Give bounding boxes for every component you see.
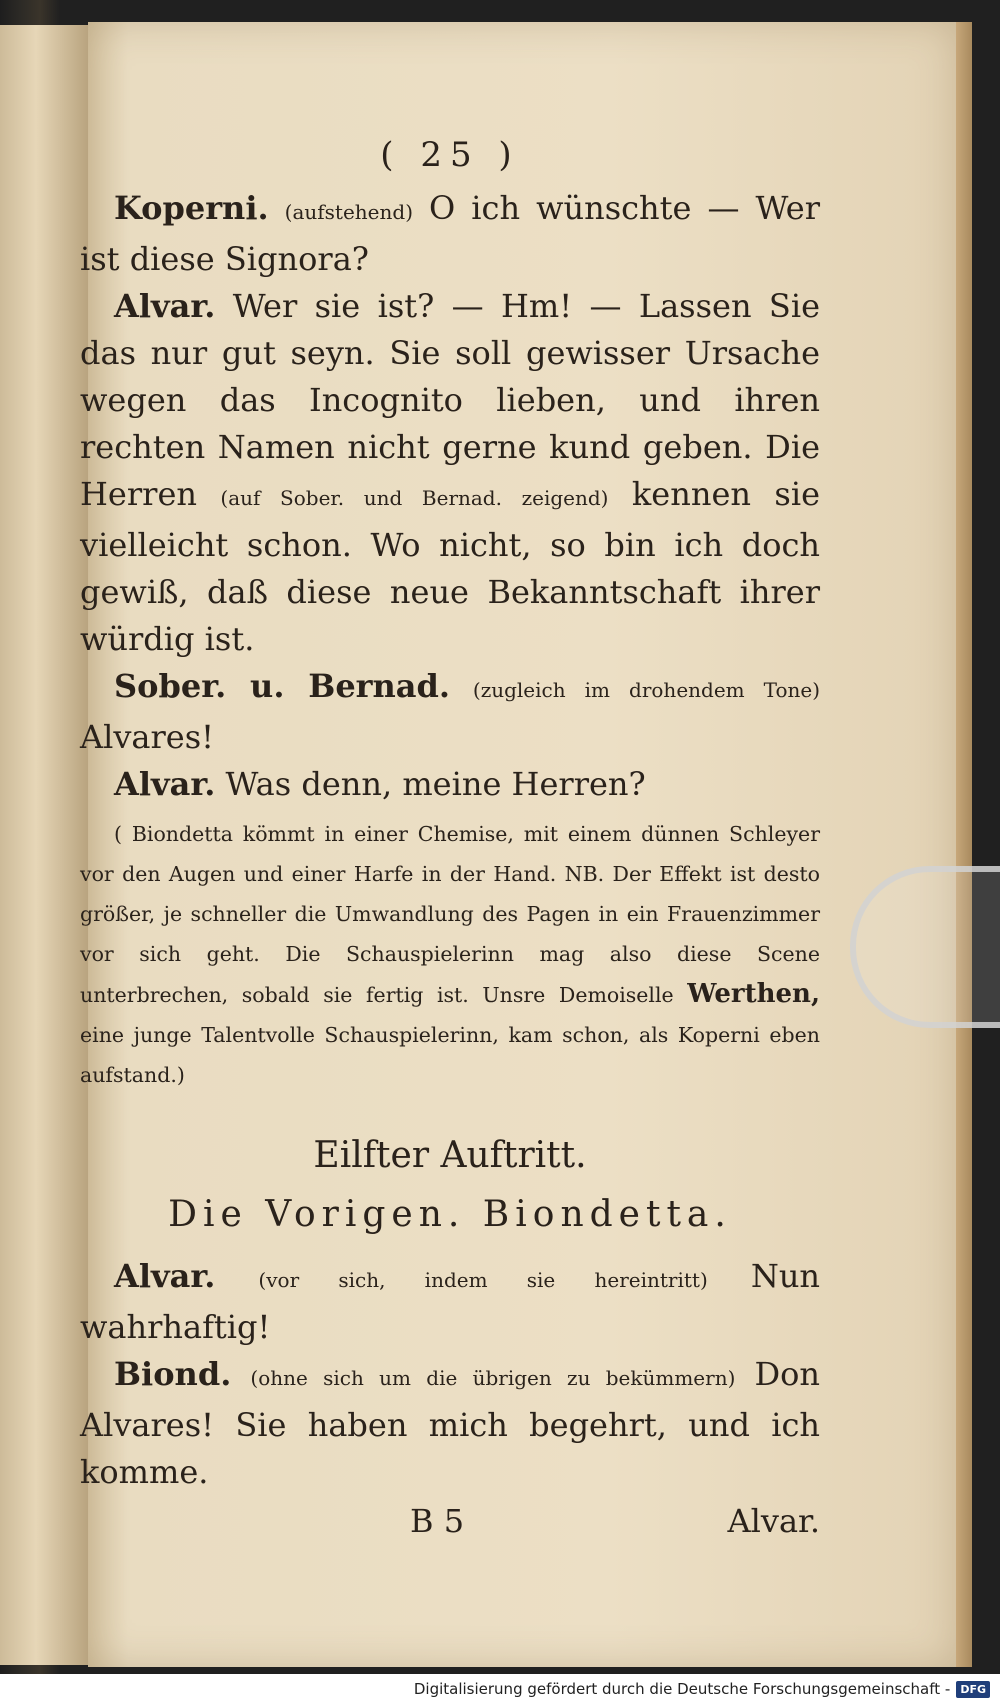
page-clip	[850, 866, 1000, 1028]
stage-direction: (aufstehend)	[284, 200, 413, 224]
scene-characters: Die Vorigen. Biondetta.	[168, 1194, 732, 1235]
page-footer-line	[80, 1502, 820, 1540]
dfg-logo: DFG	[956, 1681, 990, 1698]
page-right-edge	[956, 22, 972, 1667]
dialogue-text: Alvares!	[80, 718, 215, 756]
catchword: Alvar.	[727, 1502, 820, 1540]
stage-direction: (auf Sober. und Bernad. zeigend)	[220, 486, 609, 510]
stage-direction: (zugleich im drohendem Tone)	[472, 678, 821, 702]
dialogue-text: Nun wahrhaftig!	[80, 1257, 821, 1346]
paragraph-koperni	[80, 185, 820, 283]
signature-mark: B 5	[410, 1502, 465, 1540]
dialogue-text: Wer sie ist? — Hm! — Lassen Sie das nur gut seyn. Sie soll gewisser Ursache wegen das Incognito lieben, und ihren rechten Namen nicht gerne kund geben. Die Herren	[80, 287, 821, 513]
paragraph-biondetta	[80, 1351, 820, 1496]
page-content	[80, 135, 820, 1540]
stage-direction: (ohne sich um die übrigen zu bekümmern)	[250, 1366, 736, 1390]
speaker-name: Alvar.	[114, 765, 216, 803]
stage-text: eine junge Talentvolle Schauspielerinn, kam schon, als Koperni eben aufstand.)	[80, 1023, 820, 1087]
scene-title: Eilfter Auftritt.	[313, 1135, 587, 1176]
speaker-name: Alvar.	[114, 1257, 216, 1295]
dialogue-text: O ich wünschte — Wer ist diese Signora?	[80, 189, 821, 278]
credit-text: Digitalisierung gefördert durch die Deutsche Forschungsgemeinschaft -	[413, 1680, 951, 1698]
stage-text: ( Biondetta kömmt in einer Chemise, mit einem dünnen Schleyer vor den Augen und einer Harfe in der Hand. NB. Der Effekt ist desto größer, je schneller die Umwandlung des Pagen in ein Frauenzimmer vor sich geht. Die Schauspielerinn mag also diese Scene unterbrechen, sobald sie fertig ist. Unsre Demoiselle	[80, 822, 820, 1007]
speaker-name: Koperni.	[114, 189, 269, 227]
speaker-name: Sober. u. Bernad.	[114, 667, 451, 705]
digitization-footer	[0, 1674, 1000, 1704]
stage-direction: (vor sich, indem sie hereintritt)	[258, 1268, 708, 1292]
dialogue-text: Don Alvares! Sie haben mich begehrt, und ich komme.	[80, 1355, 821, 1491]
paragraph-alvar-2	[80, 761, 820, 808]
stage-direction-block	[80, 814, 820, 1095]
paragraph-sober-bernad	[80, 663, 820, 761]
paragraph-alvar-3	[80, 1253, 820, 1351]
speaker-name: Alvar.	[114, 287, 216, 325]
dialogue-text: Was denn, meine Herren?	[225, 765, 646, 803]
actress-name: Werthen,	[687, 979, 820, 1009]
page-number: ( 25 )	[380, 135, 520, 175]
speaker-name: Biond.	[114, 1355, 232, 1393]
paragraph-alvar-1	[80, 283, 820, 663]
dialogue-text: kennen sie vielleicht schon. Wo nicht, so bin ich doch gewiß, daß diese neue Bekanntschaft ihrer würdig ist.	[80, 475, 820, 658]
left-page-edge	[0, 25, 91, 1665]
